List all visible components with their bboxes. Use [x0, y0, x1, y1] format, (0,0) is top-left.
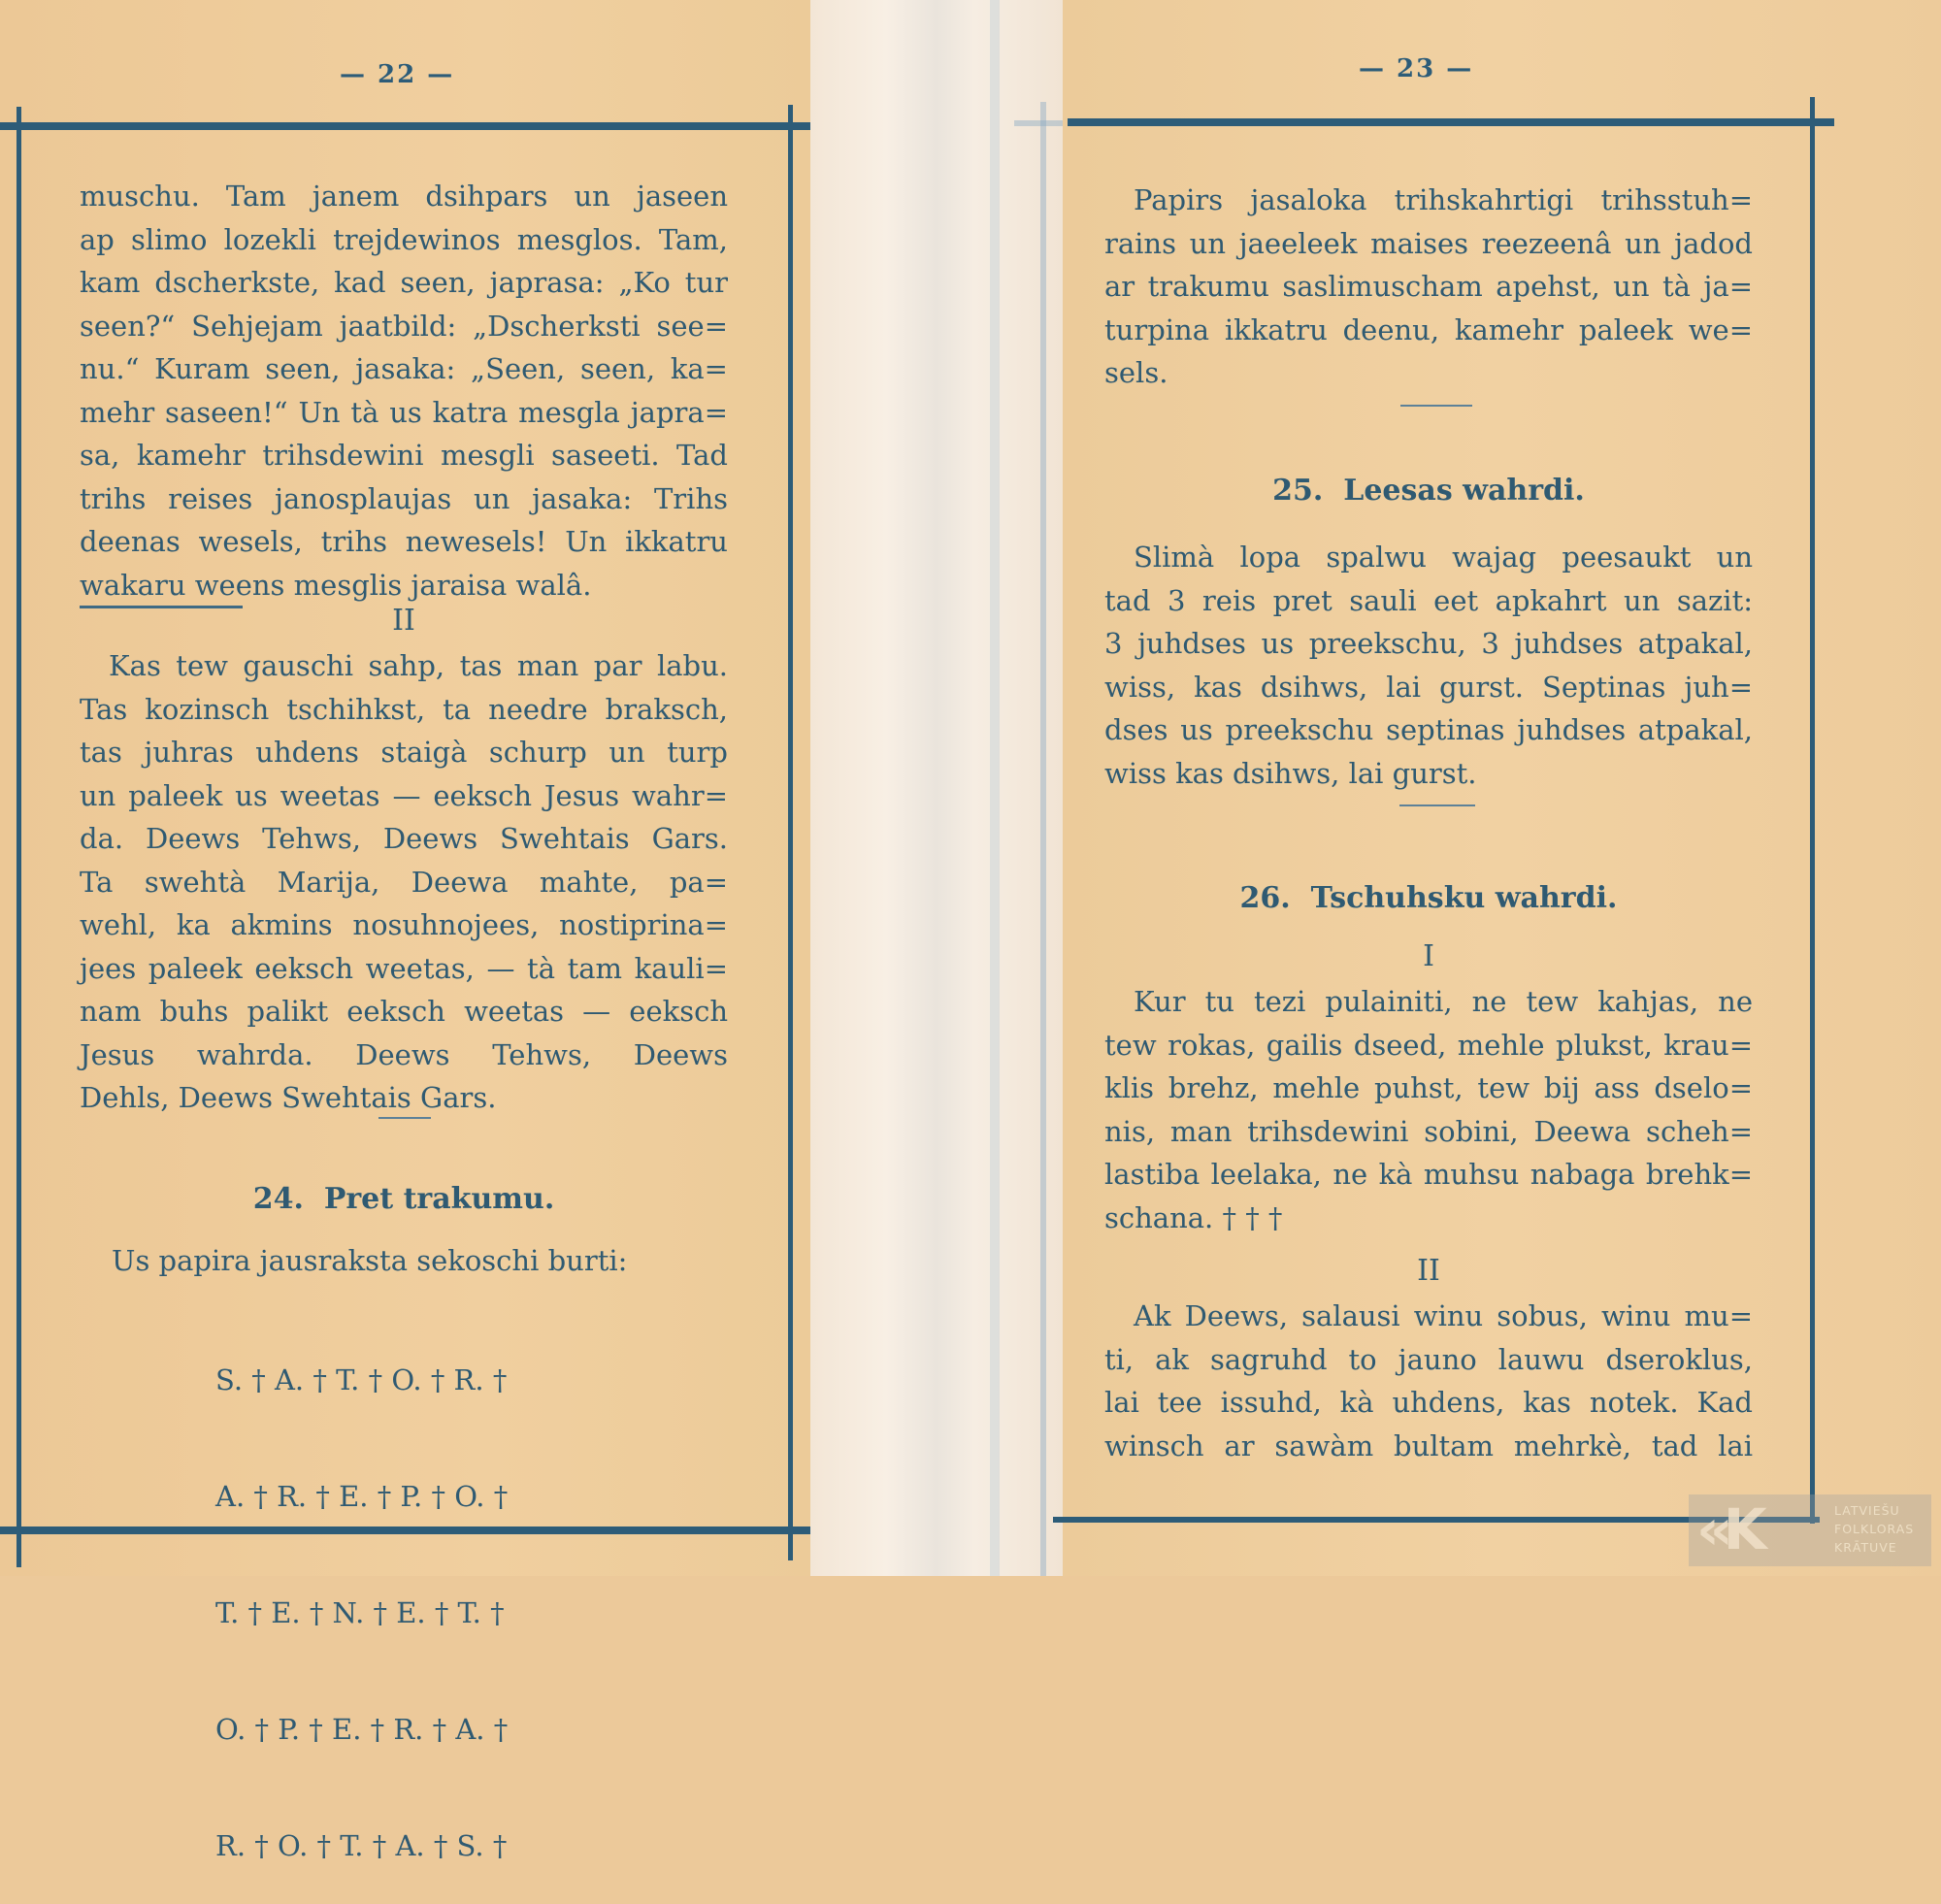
section-26-part-two — [1104, 1295, 1753, 1467]
text-line: da. Deews Tehws, Deews Swehtais Gars. — [80, 822, 728, 855]
text-line: sels. — [1104, 356, 1168, 389]
book-gutter — [810, 0, 1063, 1576]
text-line: Kur tu tezi pulainiti, ne tew kahjas, ne — [1134, 985, 1753, 1018]
page-number-right: — 23 — — [1359, 54, 1474, 83]
text-line: wehl, ka akmins nosuhnojees, nostiprina= — [80, 908, 728, 941]
cipher-row: A. † R. † E. † P. † O. † — [215, 1480, 509, 1513]
section-title: Tschuhsku wahrdi. — [1310, 881, 1618, 915]
part-two-paragraph — [80, 644, 728, 1120]
text-line: 3 juhdses us preekschu, 3 juhdses atpakal, — [1104, 627, 1753, 660]
continued-paragraph — [1104, 179, 1753, 395]
section-separator — [1400, 405, 1472, 407]
text-line: Ta swehtà Marija, Deewa mahte, pa= — [80, 865, 728, 899]
section-number: 24. — [252, 1182, 304, 1216]
section-26-part-one — [1104, 980, 1753, 1239]
part-numeral: II — [1417, 1254, 1440, 1288]
archive-name-line: KRĀTUVE — [1834, 1540, 1897, 1555]
frame-top-rule — [1068, 118, 1834, 126]
gutter-fold — [990, 0, 1000, 1576]
text-line: nu.“ Kuram seen, jasaka: „Seen, seen, ka= — [80, 352, 728, 385]
text-line: seen?“ Sehjejam jaatbild: „Dscherksti see= — [80, 309, 728, 343]
section-title: Leesas wahrdi. — [1343, 474, 1585, 508]
text-line: Dehls, Deews Swehtais Gars. — [80, 1081, 497, 1114]
frame-top-rule — [0, 122, 810, 130]
archive-name-line: LATVIEŠU — [1834, 1503, 1900, 1518]
section-separator — [378, 1117, 431, 1119]
text-line: Slimà lopa spalwu wajag peesaukt un — [1134, 541, 1753, 574]
frame-right-rule — [788, 105, 793, 1560]
text-line: ar trakumu saslimuscham apehst, un tà ja= — [1104, 270, 1753, 303]
text-line: wiss kas dsihws, lai gurst. — [1104, 756, 1477, 790]
show-through-rule — [1014, 120, 1068, 126]
section-number: 26. — [1239, 881, 1291, 915]
cipher-row: R. † O. † T. † A. † S. † — [215, 1829, 508, 1862]
text-line: Us papira jausraksta sekoschi burti: — [112, 1244, 628, 1277]
text-line: Papirs jasaloka trihskahrtigi trihsstuh= — [1134, 183, 1753, 216]
text-line: wiss, kas dsihws, lai gurst. Septinas juh= — [1104, 670, 1753, 704]
text-line: Jesus wahrda. Deews Tehws, Deews — [80, 1037, 728, 1071]
cipher-row: S. † A. † T. † O. † R. † — [215, 1363, 508, 1396]
section-25-paragraph — [1104, 536, 1753, 795]
cipher-row: O. † P. † E. † R. † A. † — [215, 1713, 509, 1746]
text-line: ap slimo lozekli trejdewinos mesglos. Tam, — [80, 222, 728, 256]
section-25-heading — [1104, 474, 1753, 508]
part-numeral: I — [1423, 939, 1434, 973]
text-line: lai tee issuhd, kà uhdens, kas notek. Kad — [1104, 1386, 1753, 1419]
text-line: tew rokas, gailis dseed, mehle plukst, krau= — [1104, 1028, 1753, 1062]
page-number-left: — 22 — — [340, 60, 455, 89]
text-line: tas juhras uhdens staigà schurp un turp — [80, 736, 728, 769]
text-line: tad 3 reis pret sauli eet apkahrt un sazit: — [1104, 583, 1753, 617]
part-numeral: II — [392, 604, 415, 638]
text-line: winsch ar sawàm bultam mehrkè, tad lai — [1104, 1428, 1753, 1462]
archive-logo-icon: ‹‹K — [1696, 1496, 1758, 1562]
text-line: klis brehz, mehle puhst, tew bij ass dselo= — [1104, 1071, 1753, 1104]
text-line: rains un jaeeleek maises reezeenâ un jadod — [1104, 226, 1753, 260]
text-line: Tas kozinsch tschihkst, ta needre braksch, — [80, 692, 728, 726]
text-line: ti, ak sagruhd to jauno lauwu dseroklus, — [1104, 1342, 1753, 1376]
text-line: nam buhs palikt eeksch weetas — eeksch — [80, 995, 728, 1028]
text-line: turpina ikkatru deenu, kamehr paleek we= — [1104, 312, 1753, 346]
frame-left-rule — [16, 107, 21, 1567]
text-line: mehr saseen!“ Un tà us katra mesgla japra= — [80, 395, 728, 429]
text-line: jees paleek eeksch weetas, — tà tam kauli= — [80, 951, 728, 985]
text-line: nis, man trihsdewini sobini, Deewa scheh= — [1104, 1114, 1753, 1148]
continued-paragraph — [80, 175, 728, 607]
archive-name — [1834, 1501, 1914, 1557]
show-through-rule — [1040, 102, 1046, 1576]
frame-right-rule — [1810, 97, 1815, 1524]
cipher-row: T. † E. † N. † E. † T. † — [215, 1596, 505, 1629]
section-24-heading — [80, 1182, 728, 1216]
text-line: sa, kamehr trihsdewini mesgli saseeti. Tad — [80, 439, 728, 472]
archive-name-line: FOLKLORAS — [1834, 1522, 1915, 1536]
cipher-grid — [215, 1283, 508, 1904]
text-line: un paleek us weetas — eeksch Jesus wahr= — [80, 778, 728, 812]
archive-watermark — [1689, 1494, 1931, 1566]
text-line: Ak Deews, salausi winu sobus, winu mu= — [1134, 1299, 1753, 1332]
text-line: schana. † † † — [1104, 1200, 1283, 1234]
section-title: Pret trakumu. — [323, 1182, 555, 1216]
text-line: deenas wesels, trihs newesels! Un ikkatru — [80, 525, 728, 558]
text-line: lastiba leelaka, ne kà muhsu nabaga brehk= — [1104, 1158, 1753, 1191]
text-line: trihs reises janosplaujas un jasaka: Trihs — [80, 481, 728, 515]
text-line: wakaru weens mesglis jaraisa walâ. — [80, 568, 592, 602]
text-line: Kas tew gauschi sahp, tas man par labu. — [109, 649, 728, 682]
section-number: 25. — [1272, 474, 1324, 508]
text-line: dses us preekschu septinas juhdses atpakal, — [1104, 713, 1753, 746]
text-line: kam dscherkste, kad seen, japrasa: „Ko tur — [80, 266, 728, 299]
text-line: muschu. Tam janem dsihpars un jaseen — [80, 180, 728, 213]
section-26-heading — [1104, 881, 1753, 915]
section-24-intro — [112, 1239, 733, 1283]
section-separator — [1399, 804, 1475, 806]
